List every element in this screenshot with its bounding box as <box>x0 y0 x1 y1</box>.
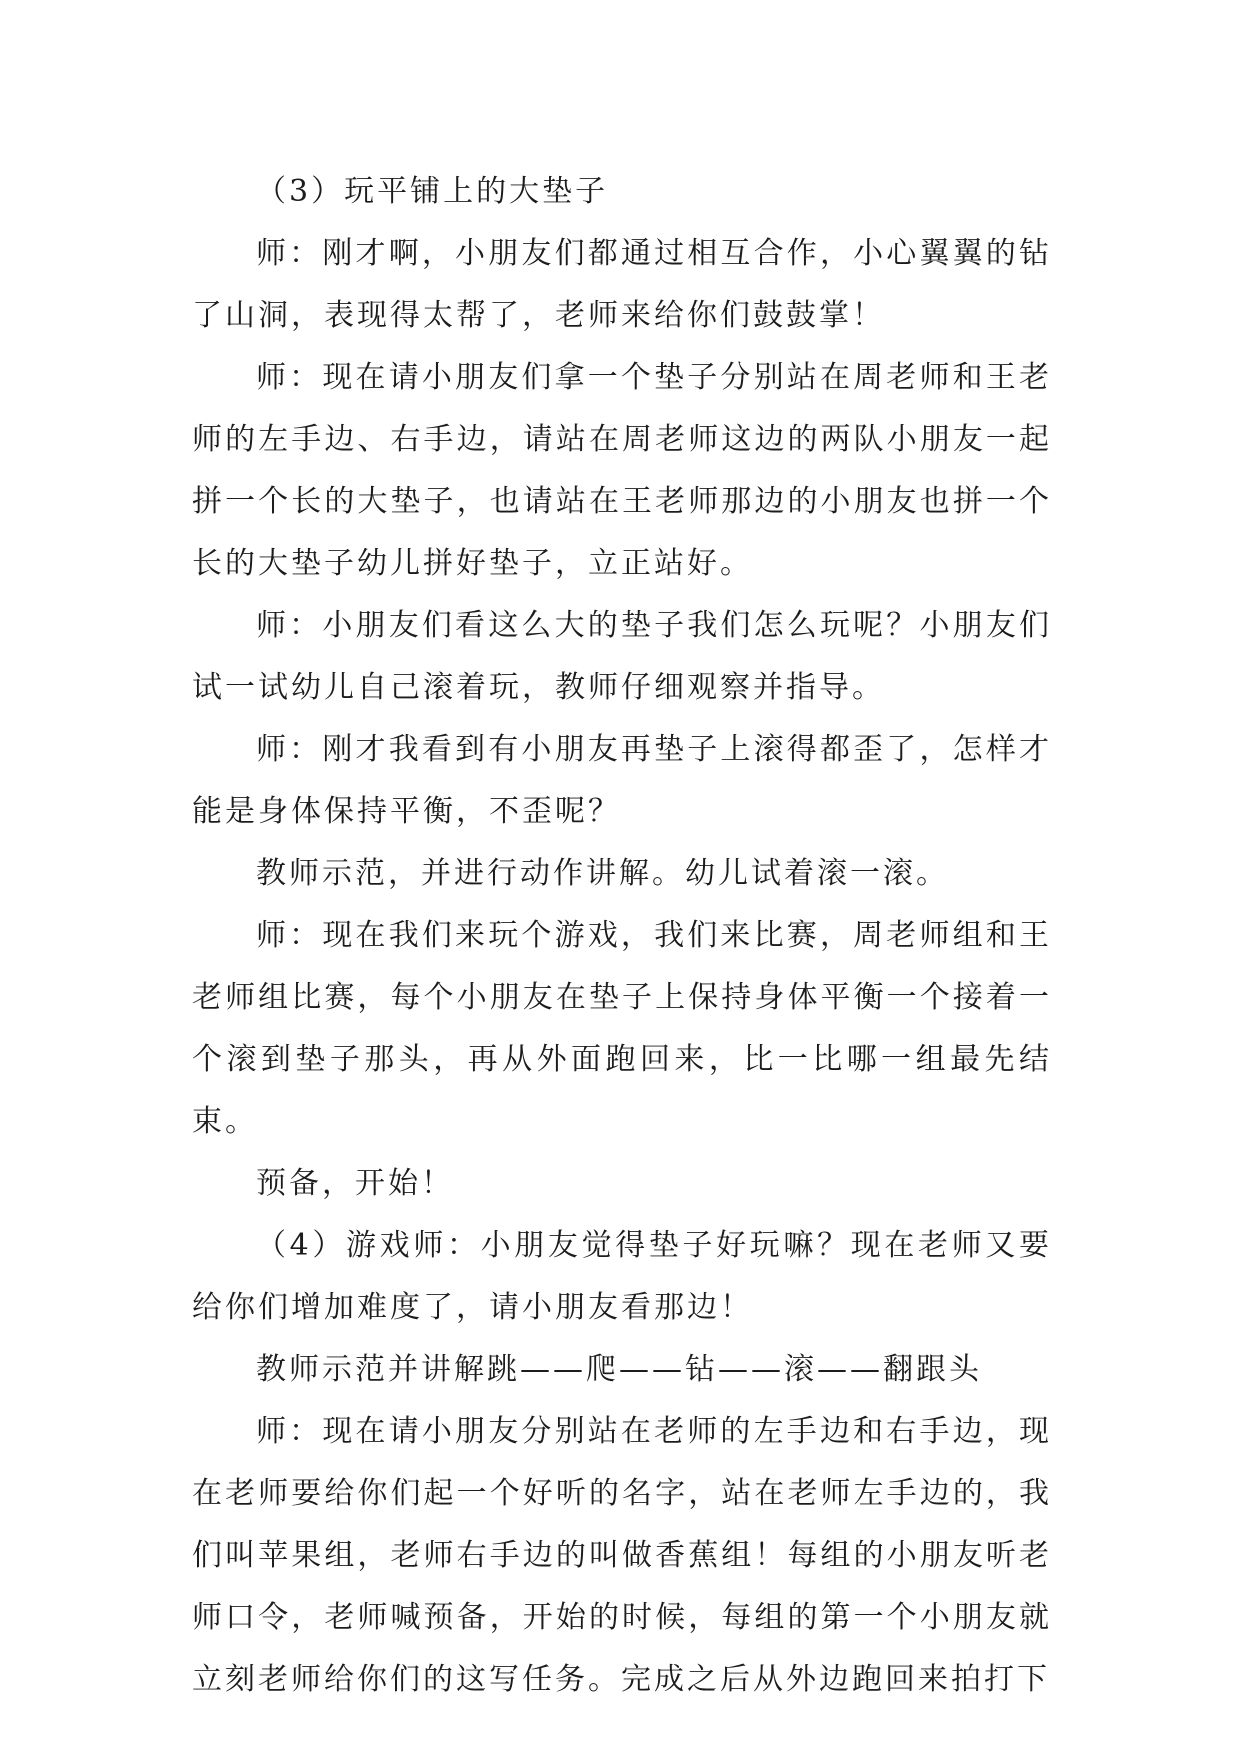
section-heading-3: （3）玩平铺上的大垫子 <box>256 174 609 209</box>
document-body <box>192 161 1052 1711</box>
paragraph: 师：刚才我看到有小朋友再垫子上滚得都歪了，怎样才能是身体保持平衡，不歪呢？ <box>192 732 1052 829</box>
paragraph: 师：现在请小朋友分别站在老师的左手边和右手边，现在老师要给你们起一个好听的名字，站在老师左手边的，我们叫苹果组，老师右手边的叫做香蕉组！每组的小朋友听老师口令，老师喊预备，开始的时候，每组的第一个小朋友就立刻老师给你们的这写任务。完成之后从外边跑回来拍打下 <box>192 1414 1052 1697</box>
paragraph: 教师示范并讲解跳——爬——钻——滚——翻跟头 <box>256 1352 982 1387</box>
paragraph: 师：小朋友们看这么大的垫子我们怎么玩呢？小朋友们试一试幼儿自己滚着玩，教师仔细观察并指导。 <box>192 608 1052 705</box>
paragraph: 师：现在请小朋友们拿一个垫子分别站在周老师和王老师的左手边、右手边，请站在周老师这边的两队小朋友一起拼一个长的大垫子，也请站在王老师那边的小朋友也拼一个长的大垫子幼儿拼好垫子，立正站好。 <box>192 360 1052 581</box>
paragraph: 师：刚才啊，小朋友们都通过相互合作，小心翼翼的钻了山洞，表现得太帮了，老师来给你们鼓鼓掌！ <box>192 236 1052 333</box>
paragraph: 教师示范，并进行动作讲解。幼儿试着滚一滚。 <box>256 856 949 891</box>
paragraph: 预备，开始！ <box>256 1166 454 1201</box>
section-heading-4: （4）游戏师：小朋友觉得垫子好玩嘛？现在老师又要给你们增加难度了，请小朋友看那边！ <box>192 1228 1052 1325</box>
paragraph: 师：现在我们来玩个游戏，我们来比赛，周老师组和王老师组比赛，每个小朋友在垫子上保持身体平衡一个接着一个滚到垫子那头，再从外面跑回来，比一比哪一组最先结束。 <box>192 918 1052 1139</box>
